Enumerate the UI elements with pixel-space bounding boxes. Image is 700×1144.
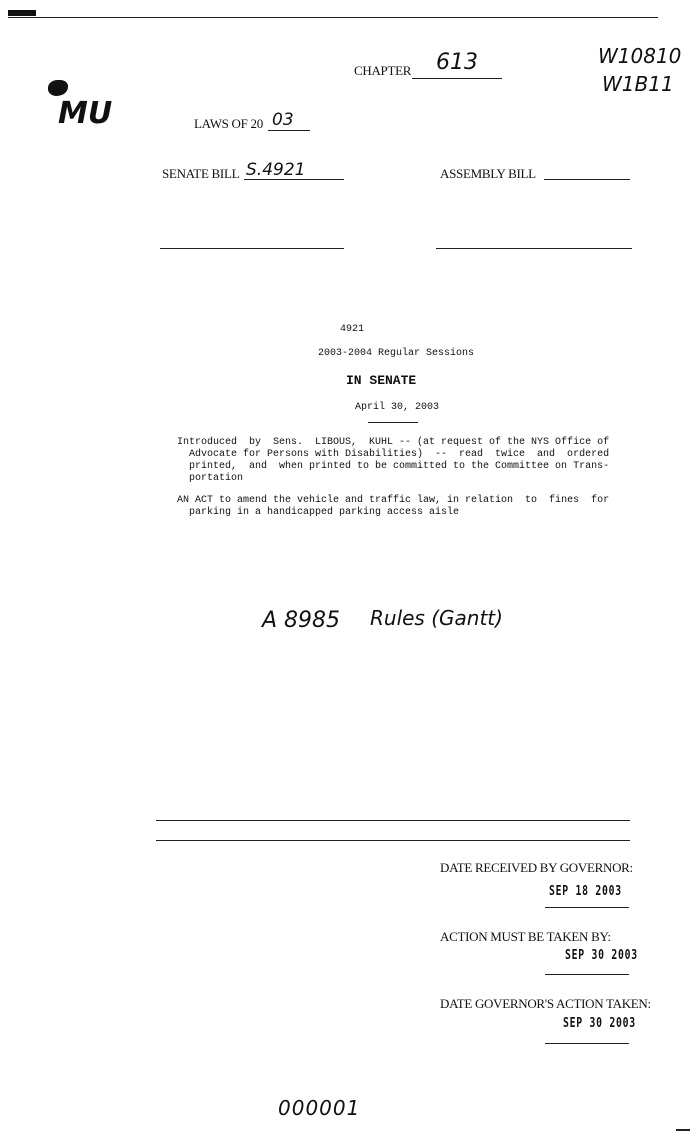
chapter-number: 613	[436, 50, 478, 75]
house: IN SENATE	[346, 373, 417, 388]
senate-bill-label: SENATE BILL	[162, 166, 240, 181]
action-taken-date-stamp: SEP 30 2003	[563, 1016, 636, 1031]
senate-bill-underline	[244, 179, 344, 180]
action-by-date-stamp: SEP 30 2003	[565, 948, 638, 963]
chapter-label: CHAPTER	[354, 63, 412, 78]
act-line-2: parking in a handicapped parking access aisle	[189, 507, 460, 518]
ink-blot	[48, 80, 68, 96]
chapter-underline	[412, 78, 502, 79]
senate-extra-line	[160, 248, 344, 249]
action-taken-underline	[545, 1043, 629, 1044]
top-border	[8, 17, 658, 18]
lower-rule-2	[156, 840, 630, 841]
intro-line-4: portation	[189, 473, 244, 484]
action-taken-label: DATE GOVERNOR'S ACTION TAKEN:	[440, 996, 651, 1011]
page-number: 000001	[278, 1096, 361, 1120]
assembly-bill-label: ASSEMBLY BILL	[440, 166, 536, 181]
bill-number: 4921	[340, 324, 365, 335]
handwritten-committee: Rules (Gantt)	[370, 606, 503, 630]
session: 2003-2004 Regular Sessions	[318, 348, 475, 359]
laws-underline	[268, 130, 310, 131]
laws-label: LAWS OF 20	[194, 116, 263, 131]
received-underline	[545, 907, 629, 908]
senate-bill-number: S.4921	[246, 160, 306, 180]
laws-year: 03	[272, 110, 294, 130]
bill-date: April 30, 2003	[355, 402, 440, 413]
corner-note-line1: W10810	[598, 44, 682, 68]
intro-line-3: printed, and when printed to be committed to the Committee on Trans-	[189, 461, 610, 472]
initials: MU	[58, 96, 113, 131]
scan-mark	[8, 10, 36, 16]
received-date-stamp: SEP 18 2003	[549, 884, 622, 899]
received-label: DATE RECEIVED BY GOVERNOR:	[440, 860, 633, 875]
intro-line-2: Advocate for Persons with Disabilities) -- read twice and ordered	[189, 449, 610, 460]
date-divider	[368, 422, 418, 423]
scan-dash	[676, 1129, 690, 1131]
assembly-extra-line	[436, 248, 632, 249]
intro-line-1: Introduced by Sens. LIBOUS, KUHL -- (at request of the NYS Office of	[177, 437, 610, 448]
lower-rule-1	[156, 820, 630, 821]
act-line-1: AN ACT to amend the vehicle and traffic law, in relation to fines for	[177, 495, 610, 506]
action-by-label: ACTION MUST BE TAKEN BY:	[440, 929, 611, 944]
assembly-bill-underline	[544, 179, 630, 180]
corner-note-line2: W1B11	[602, 72, 674, 96]
action-by-underline	[545, 974, 629, 975]
handwritten-assembly-ref: A 8985	[262, 608, 341, 633]
